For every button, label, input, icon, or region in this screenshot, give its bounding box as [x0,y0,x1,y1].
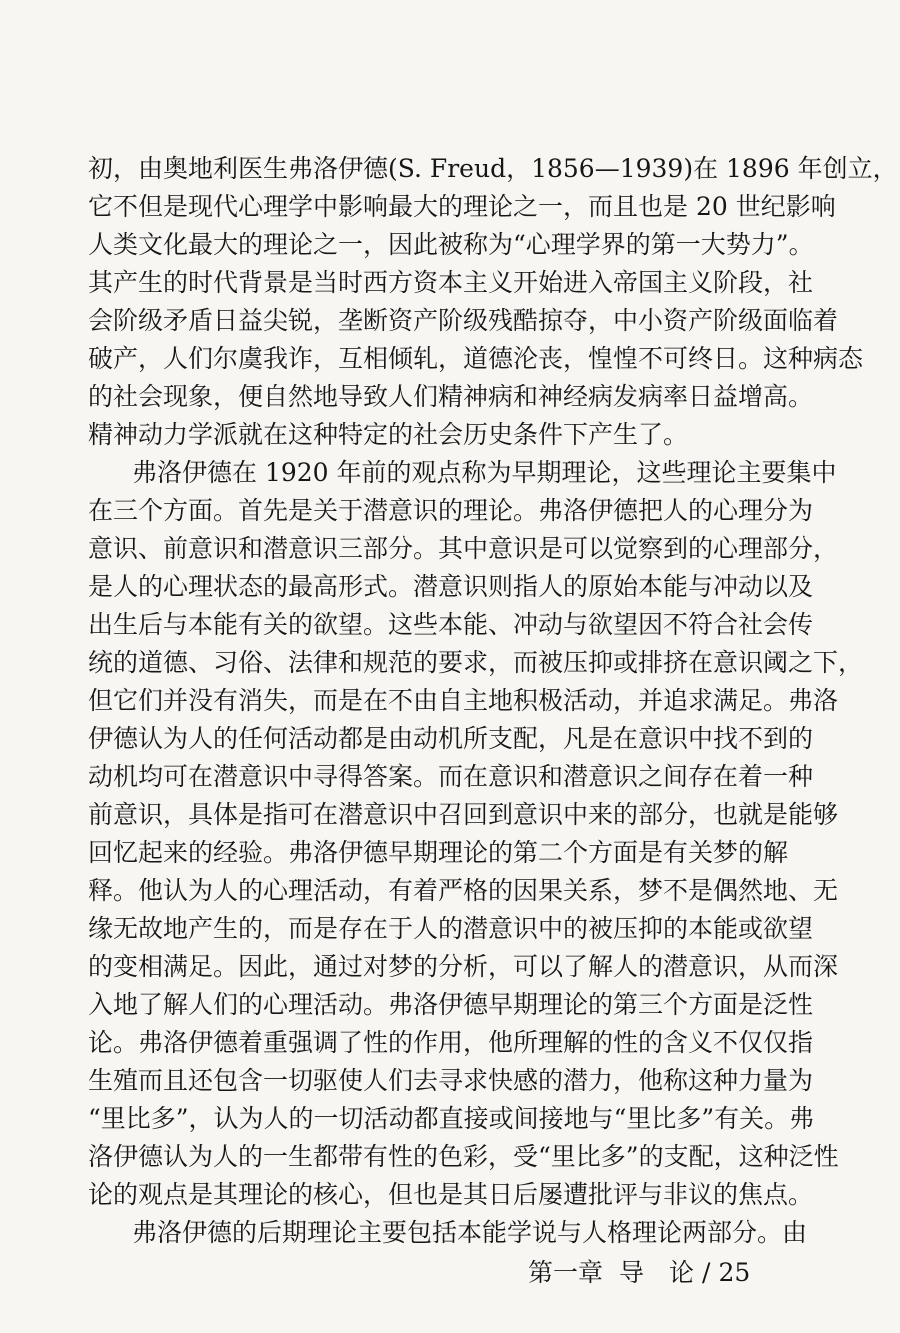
text-line: 释。他认为人的心理活动，有着严格的因果关系，梦不是偶然地、无 [88,876,839,905]
text-line: 但它们并没有消失，而是在不由自主地积极活动，并追求满足。弗洛 [88,686,839,715]
text-line: 论的观点是其理论的核心，但也是其日后屡遭批评与非议的焦点。 [88,1180,814,1209]
text-line: 缘无故地产生的，而是存在于人的潜意识中的被压抑的本能或欲望 [88,914,814,943]
chapter-label: 第一章 [528,1258,604,1287]
text-line: 回忆起来的经验。弗洛伊德早期理论的第二个方面是有关梦的解 [88,838,789,867]
text-line: 是人的心理状态的最高形式。潜意识则指人的原始本能与冲动以及 [88,572,814,601]
text-line: 弗洛伊德在 1920 年前的观点称为早期理论，这些理论主要集中 [132,458,837,487]
text-line: 精神动力学派就在这种特定的社会历史条件下产生了。 [88,420,689,449]
text-line: 的变相满足。因此，通过对梦的分析，可以了解人的潜意识，从而深 [88,952,839,981]
page-footer [528,1255,768,1291]
page-number: 25 [718,1258,751,1287]
text-line: 意识、前意识和潜意识三部分。其中意识是可以觉察到的心理部分， [88,534,839,563]
footer-separator: / [702,1258,711,1287]
text-line: 破产，人们尔虞我诈，互相倾轧，道德沦丧，惶惶不可终日。这种病态 [88,344,864,373]
text-line: 入地了解人们的心理活动。弗洛伊德早期理论的第三个方面是泛性 [88,990,814,1019]
text-line: 它不但是现代心理学中影响最大的理论之一，而且也是 20 世纪影响 [88,192,836,221]
text-line: 的社会现象，便自然地导致人们精神病和神经病发病率日益增高。 [88,382,814,411]
text-line: 弗洛伊德的后期理论主要包括本能学说与人格理论两部分。由 [132,1218,808,1247]
text-line: “里比多”，认为人的一切活动都直接或间接地与“里比多”有关。弗 [88,1104,815,1133]
text-line: 论。弗洛伊德着重强调了性的作用，他所理解的性的含义不仅仅指 [88,1028,814,1057]
text-line: 会阶级矛盾日益尖锐，垄断资产阶级残酷掠夺，中小资产阶级面临着 [88,306,839,335]
text-line: 伊德认为人的任何活动都是由动机所支配，凡是在意识中找不到的 [88,724,814,753]
text-line: 洛伊德认为人的一生都带有性的色彩，受“里比多”的支配，这种泛性 [88,1142,839,1171]
text-line: 初，由奥地利医生弗洛伊德(S. Freud，1856—1939)在 1896 年创立， [88,154,898,183]
text-line: 前意识，具体是指可在潜意识中召回到意识中来的部分，也就是能够 [88,800,839,829]
section-label: 导 论 [619,1258,695,1287]
text-line: 统的道德、习俗、法律和规范的要求，而被压抑或排挤在意识阈之下， [88,648,864,677]
text-line: 其产生的时代背景是当时西方资本主义开始进入帝国主义阶段，社 [88,268,814,297]
text-line: 出生后与本能有关的欲望。这些本能、冲动与欲望因不符合社会传 [88,610,814,639]
text-line: 生殖而且还包含一切驱使人们去寻求快感的潜力，他称这种力量为 [88,1066,814,1095]
text-line: 在三个方面。首先是关于潜意识的理论。弗洛伊德把人的心理分为 [88,496,814,525]
text-line: 动机均可在潜意识中寻得答案。而在意识和潜意识之间存在着一种 [88,762,814,791]
text-line: 人类文化最大的理论之一，因此被称为“心理学界的第一大势力”。 [88,230,814,259]
